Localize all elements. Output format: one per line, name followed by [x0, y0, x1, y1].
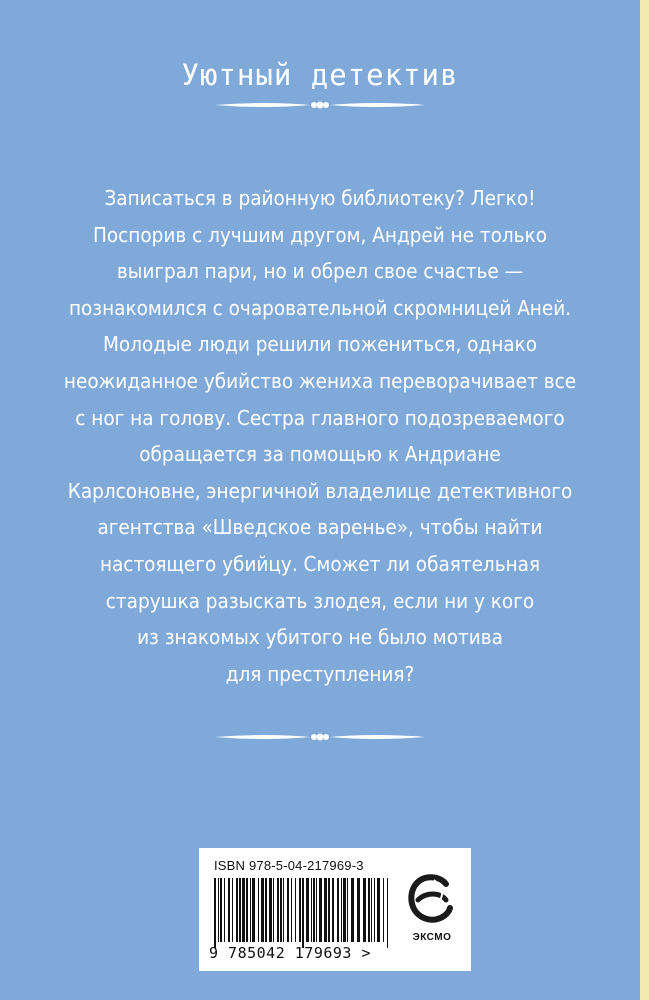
- barcode-bar: [224, 878, 225, 942]
- annotation-line: Поспорив с лучшим другом, Андрей не только: [93, 222, 547, 247]
- barcode-bar: [228, 878, 230, 942]
- barcode-bar: [299, 878, 301, 942]
- annotation-line: агентства «Шведское варенье», чтобы найти: [97, 515, 543, 540]
- barcode-bar: [232, 878, 233, 942]
- barcode-bar: [306, 878, 309, 942]
- publisher-name: ЭКСМО: [412, 932, 452, 943]
- barcode-icon: [214, 878, 392, 948]
- annotation-line: настоящего убийцу. Сможет ли обаятельная: [99, 551, 541, 576]
- barcode-bar: [319, 878, 322, 942]
- barcode-bar: [341, 878, 342, 942]
- barcode-bar: [347, 878, 348, 942]
- annotation-line: из знакомых убитого не было мотива: [137, 625, 503, 650]
- annotation-line: Карлсоновне, энергичной владелице детективного: [67, 478, 573, 503]
- barcode-bar: [368, 878, 370, 942]
- annotation-line: с ног на голову. Сестра главного подозреваемого: [75, 405, 565, 430]
- annotation-line: выиграл пари, но и обрел свое счастье —: [116, 259, 524, 284]
- barcode-bar: [313, 878, 315, 942]
- barcode-bar: [280, 878, 282, 942]
- barcode-bar: [220, 878, 222, 942]
- barcode-bar: [311, 878, 312, 942]
- barcode-bar: [250, 878, 251, 942]
- book-annotation: [60, 180, 580, 692]
- barcode-bar: [357, 878, 360, 942]
- annotation-line: обращается за помощью к Андриане: [139, 442, 501, 467]
- barcode-bar: [374, 878, 375, 942]
- barcode-bar: [239, 878, 241, 942]
- annotation-line: Молодые люди решили пожениться, однако: [103, 332, 537, 357]
- barcode-bar: [332, 878, 334, 942]
- annotation-line: старушка разыскать злодея, если ни у кого: [105, 588, 535, 613]
- barcode-bar: [383, 878, 384, 942]
- barcode-bar: [291, 878, 292, 942]
- barcode-bar: [377, 878, 380, 942]
- barcode-bar: [283, 878, 284, 942]
- barcode-digits: 9 785042 179693 >: [209, 944, 372, 962]
- series-title: Уютный детектив: [181, 58, 459, 92]
- eksmo-logo-icon: [406, 870, 456, 930]
- barcode-panel: [199, 848, 471, 971]
- barcode-bar: [295, 878, 296, 942]
- barcode-bar: [236, 878, 238, 942]
- barcode-bar: [363, 878, 366, 942]
- barcode-bar: [324, 878, 327, 942]
- barcode-bar: [242, 878, 245, 942]
- barcode-bar: [387, 878, 388, 948]
- ornament-divider-icon: [0, 95, 640, 115]
- barcode-bar: [351, 878, 354, 942]
- spine-edge: [640, 0, 649, 1000]
- barcode-bar: [337, 878, 339, 942]
- barcode-bar: [269, 878, 272, 942]
- annotation-line: познакомился с очаровательной скромницей Аней.: [68, 295, 572, 320]
- barcode-bar: [273, 878, 274, 942]
- barcode-bar: [287, 878, 289, 942]
- barcode-bar: [214, 878, 216, 948]
- annotation-line: для преступления?: [225, 661, 415, 686]
- barcode-bar: [371, 878, 372, 942]
- barcode-bar: [328, 878, 330, 942]
- annotation-line: Записаться в районную библиотеку? Легко!: [104, 186, 536, 210]
- barcode-bar: [218, 878, 219, 942]
- barcode-bar: [246, 878, 248, 942]
- barcode-bar: [316, 878, 317, 942]
- barcode-bar: [302, 878, 304, 948]
- annotation-line: неожиданное убийство жениха переворачивает все: [63, 368, 577, 393]
- barcode-bar: [277, 878, 279, 942]
- barcode-bar: [343, 878, 346, 942]
- barcode-bar: [252, 878, 255, 942]
- isbn-text: ISBN 978-5-04-217969-3: [214, 858, 364, 873]
- barcode-bar: [265, 878, 267, 942]
- barcode-bar: [258, 878, 259, 942]
- barcode-bar: [261, 878, 264, 942]
- ornament-divider-bottom-icon: [0, 727, 640, 747]
